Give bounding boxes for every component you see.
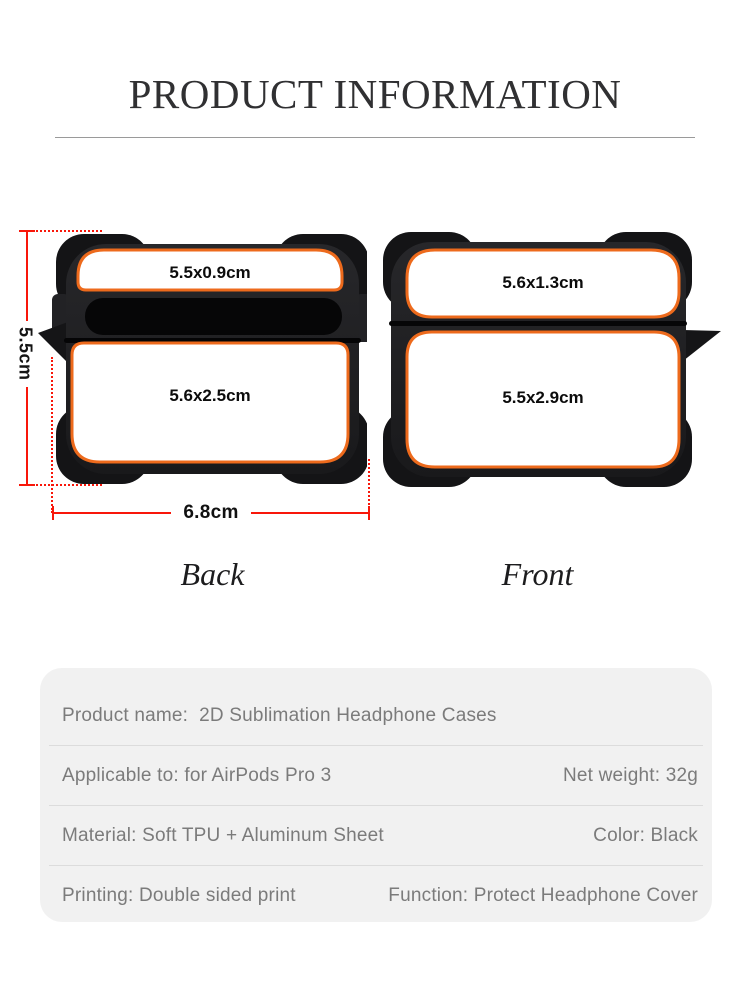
lid-strip <box>85 298 342 335</box>
spec-row-printing <box>49 865 703 925</box>
spec-color: Color: Black <box>593 824 698 846</box>
hook-icon <box>683 330 721 361</box>
front-bottom-dimension-label: 5.5x2.9cm <box>502 388 584 407</box>
width-dim-left-extension <box>51 357 53 513</box>
width-dimension-label: 6.8cm <box>183 502 239 523</box>
width-dimension-line <box>52 502 370 524</box>
back-bottom-dimension-label: 5.6x2.5cm <box>169 386 251 405</box>
width-dim-line-right <box>251 512 370 514</box>
spec-product-name: Product name: 2D Sublimation Headphone Cases <box>62 704 497 726</box>
spec-net-weight: Net weight: 32g <box>562 764 698 786</box>
product-spec-card <box>40 668 712 922</box>
spec-row-applicable <box>49 745 703 805</box>
front-case-image <box>383 232 724 487</box>
front-view-label: Front <box>501 556 574 592</box>
width-dim-line-left <box>52 512 171 514</box>
page-title: PRODUCT INFORMATION <box>128 71 622 117</box>
seam-line <box>389 321 687 326</box>
height-dim-line-upper <box>26 231 28 321</box>
spec-applicable-to: Applicable to: for AirPods Pro 3 <box>62 764 332 786</box>
height-dim-top-extension <box>27 230 102 232</box>
spec-function: Function: Protect Headphone Cover <box>388 884 698 906</box>
front-top-dimension-label: 5.6x1.3cm <box>502 273 584 292</box>
height-dimension-label: 5.5cm <box>15 327 36 381</box>
back-case-image <box>34 234 367 484</box>
spec-row-product-name <box>49 686 703 745</box>
back-top-dimension-label: 5.5x0.9cm <box>169 263 251 282</box>
height-dim-line-lower <box>26 387 28 485</box>
back-view-label: Back <box>180 556 245 592</box>
spec-row-material <box>49 805 703 865</box>
title-divider <box>55 137 695 138</box>
spec-printing: Printing: Double sided print <box>62 884 296 906</box>
spec-material: Material: Soft TPU + Aluminum Sheet <box>62 824 384 846</box>
height-dim-bottom-extension <box>27 484 102 486</box>
